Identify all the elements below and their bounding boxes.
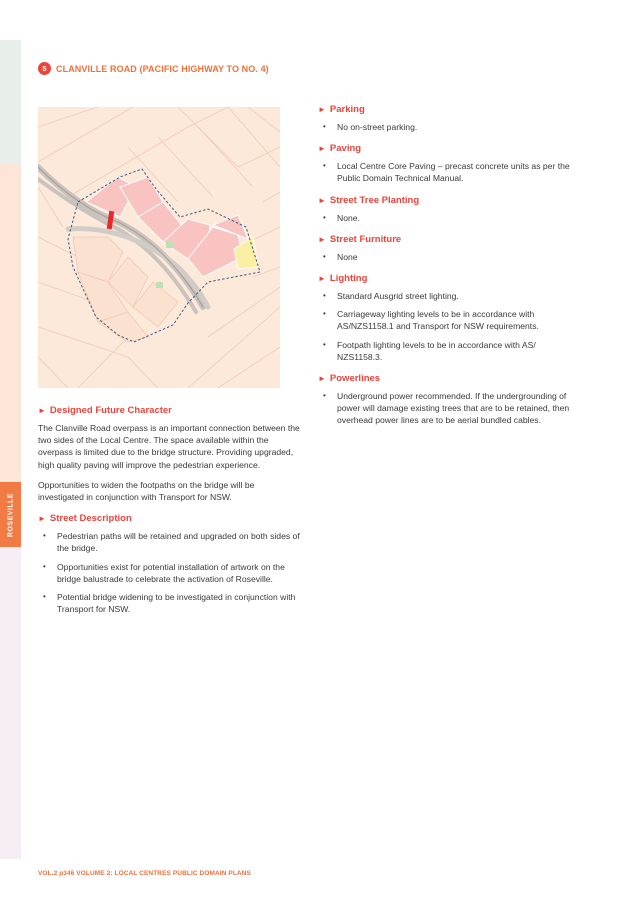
- triangle-bullet-icon: ►: [318, 105, 326, 114]
- powerlines-heading: [318, 373, 580, 384]
- designed-future-character-section: [38, 405, 300, 503]
- designed-future-character-heading: [38, 405, 300, 416]
- list-item: • Potential bridge widening to be investigated in conjunction with Transport for NSW.: [38, 591, 300, 615]
- green-space: [156, 282, 163, 288]
- street-tree-planting-list: [318, 212, 580, 224]
- list-item: • Pedestrian paths will be retained and upgraded on both sides of the bridge.: [38, 530, 300, 554]
- side-tab-label: ROSEVILLE: [7, 492, 14, 537]
- heading-text: Street Furniture: [329, 233, 402, 245]
- list-item: • No on-street parking.: [318, 121, 580, 133]
- heading-text: Powerlines: [329, 373, 381, 385]
- paving-list: [318, 160, 580, 184]
- list-item: • Footpath lighting levels to be in accordance with AS/ NZS1158.3.: [318, 339, 580, 363]
- list-item: • Local Centre Core Paving – precast concrete units as per the Public Domain Technical Manual.: [318, 160, 580, 184]
- street-description-heading: [38, 513, 300, 524]
- list-item: • Standard Ausgrid street lighting.: [318, 290, 580, 302]
- green-space: [166, 242, 173, 248]
- side-strip-middle: [0, 164, 21, 482]
- triangle-bullet-icon: ►: [318, 144, 326, 154]
- paving-heading: [318, 143, 580, 154]
- right-column: [318, 104, 580, 437]
- heading-text: Parking: [329, 104, 365, 115]
- section-number-badge: 5: [38, 62, 51, 75]
- street-furniture-section: [318, 234, 580, 263]
- side-strip-bottom: [0, 547, 21, 859]
- street-tree-planting-section: [318, 195, 580, 224]
- side-tab-roseville[interactable]: [0, 482, 21, 547]
- street-tree-planting-heading: [318, 195, 580, 206]
- heading-text: Street Description: [49, 513, 132, 525]
- triangle-bullet-icon: ►: [318, 374, 326, 384]
- powerlines-section: [318, 373, 580, 427]
- page-footer: VOL.2 p346 VOLUME 2: LOCAL CENTRES PUBLIC DOMAIN PLANS: [38, 870, 251, 877]
- section-title: CLANVILLE ROAD (PACIFIC HIGHWAY TO NO. 4): [56, 63, 269, 74]
- paving-section: [318, 143, 580, 184]
- paragraph: The Clanville Road overpass is an important connection between the two sides of the Local Centre. The space available within the overpass is limited due to the bridge structure. Providing upgraded, high quality paving will improve the pedestrian experience.: [38, 423, 300, 470]
- side-strip-top: [0, 40, 21, 164]
- parking-list: [318, 121, 580, 133]
- paragraph: Opportunities to widen the footpaths on the bridge will be investigated in conjunction with Transport for NSW.: [38, 479, 255, 503]
- triangle-bullet-icon: ►: [318, 274, 326, 284]
- lighting-list: [318, 290, 580, 363]
- heading-text: Street Tree Planting: [329, 194, 420, 206]
- list-item: • Opportunities exist for potential installation of artwork on the bridge balustrade to celebrate the activation of Roseville.: [38, 561, 300, 585]
- triangle-bullet-icon: ►: [318, 195, 326, 205]
- street-furniture-heading: [318, 234, 580, 245]
- street-furniture-list: [318, 251, 580, 263]
- triangle-bullet-icon: ►: [318, 234, 326, 244]
- list-item: • None.: [318, 212, 580, 224]
- powerlines-list: [318, 390, 580, 427]
- triangle-bullet-icon: ►: [38, 406, 46, 415]
- street-description-section: [38, 513, 300, 615]
- left-column: [38, 405, 300, 625]
- list-item: • None: [318, 251, 580, 263]
- list-item: • Underground power recommended. If the undergrounding of power will damage existing trees that are to be retained, then overhead power lines are to be aerial bundled cables.: [318, 390, 580, 427]
- site-map: [38, 107, 280, 388]
- parking-heading: [318, 104, 580, 115]
- heading-text: Paving: [329, 143, 362, 155]
- list-item: • Carriageway lighting levels to be in accordance with AS/NZS1158.1 and Transport for NSW requirements.: [318, 308, 580, 332]
- lighting-heading: [318, 273, 580, 284]
- triangle-bullet-icon: ►: [38, 514, 46, 524]
- lighting-section: [318, 273, 580, 363]
- parking-section: [318, 104, 580, 133]
- section-heading: [38, 62, 269, 75]
- street-description-list: [38, 530, 300, 615]
- heading-text: Lighting: [329, 273, 368, 285]
- heading-text: Designed Future Character: [49, 405, 172, 416]
